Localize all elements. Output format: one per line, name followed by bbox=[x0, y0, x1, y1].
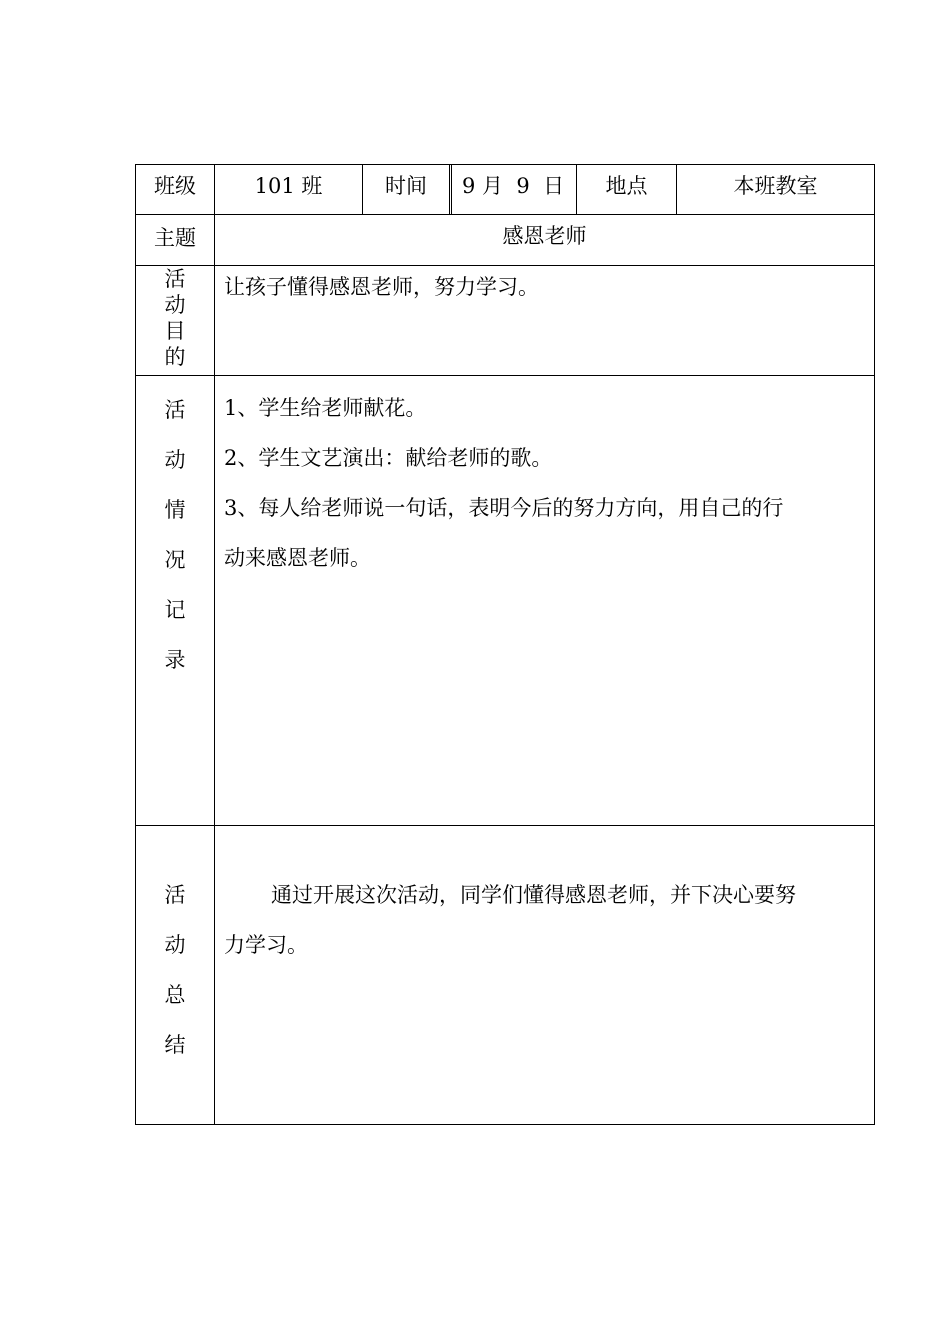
class-label: 班级 bbox=[154, 174, 196, 198]
label-column-divider bbox=[214, 165, 215, 1124]
location-value: 本班教室 bbox=[733, 174, 818, 198]
summary-line: 力学习。 bbox=[224, 933, 308, 957]
summary-label-char: 动 bbox=[164, 933, 186, 957]
purpose-text: 让孩子懂得感恩老师，努力学习。 bbox=[224, 275, 539, 299]
summary-label-char: 总 bbox=[164, 983, 186, 1007]
row-divider bbox=[136, 375, 874, 376]
purpose-label bbox=[136, 266, 214, 375]
summary-text bbox=[224, 870, 869, 980]
record-line: 3、每人给老师说一句话，表明今后的努力方向，用自己的行 bbox=[224, 496, 784, 520]
purpose-label-char: 的 bbox=[164, 345, 186, 369]
purpose-label-char: 活 bbox=[164, 267, 186, 291]
record-label-char: 录 bbox=[164, 648, 186, 672]
purpose-label-char: 动 bbox=[164, 293, 186, 317]
record-text bbox=[224, 383, 869, 603]
time-label: 时间 bbox=[385, 174, 427, 198]
record-label-char: 况 bbox=[164, 548, 186, 572]
summary-label bbox=[136, 870, 214, 1070]
record-line: 1、学生给老师献花。 bbox=[224, 396, 427, 420]
record-label-char: 动 bbox=[164, 448, 186, 472]
row-divider bbox=[136, 265, 874, 266]
summary-line: 通过开展这次活动，同学们懂得感恩老师，并下决心要努 bbox=[271, 883, 796, 907]
time-value: 9 月 9 日 bbox=[462, 174, 565, 198]
summary-label-char: 结 bbox=[164, 1033, 186, 1057]
theme-value: 感恩老师 bbox=[502, 224, 587, 248]
header-column-divider bbox=[449, 165, 450, 214]
record-label-char: 记 bbox=[164, 598, 186, 622]
record-line: 动来感恩老师。 bbox=[224, 546, 371, 570]
row-divider bbox=[136, 825, 874, 826]
purpose-label-char: 目 bbox=[164, 319, 186, 343]
record-line: 2、学生文艺演出：献给老师的歌。 bbox=[224, 446, 553, 470]
class-value: 101 班 bbox=[254, 174, 323, 198]
summary-label-char: 活 bbox=[164, 883, 186, 907]
record-label-char: 情 bbox=[164, 498, 186, 522]
header-column-divider bbox=[451, 165, 452, 214]
record-label-char: 活 bbox=[164, 398, 186, 422]
theme-label: 主题 bbox=[154, 225, 196, 250]
activity-record-form bbox=[135, 164, 875, 1125]
record-label bbox=[136, 385, 214, 685]
location-label: 地点 bbox=[605, 174, 648, 198]
